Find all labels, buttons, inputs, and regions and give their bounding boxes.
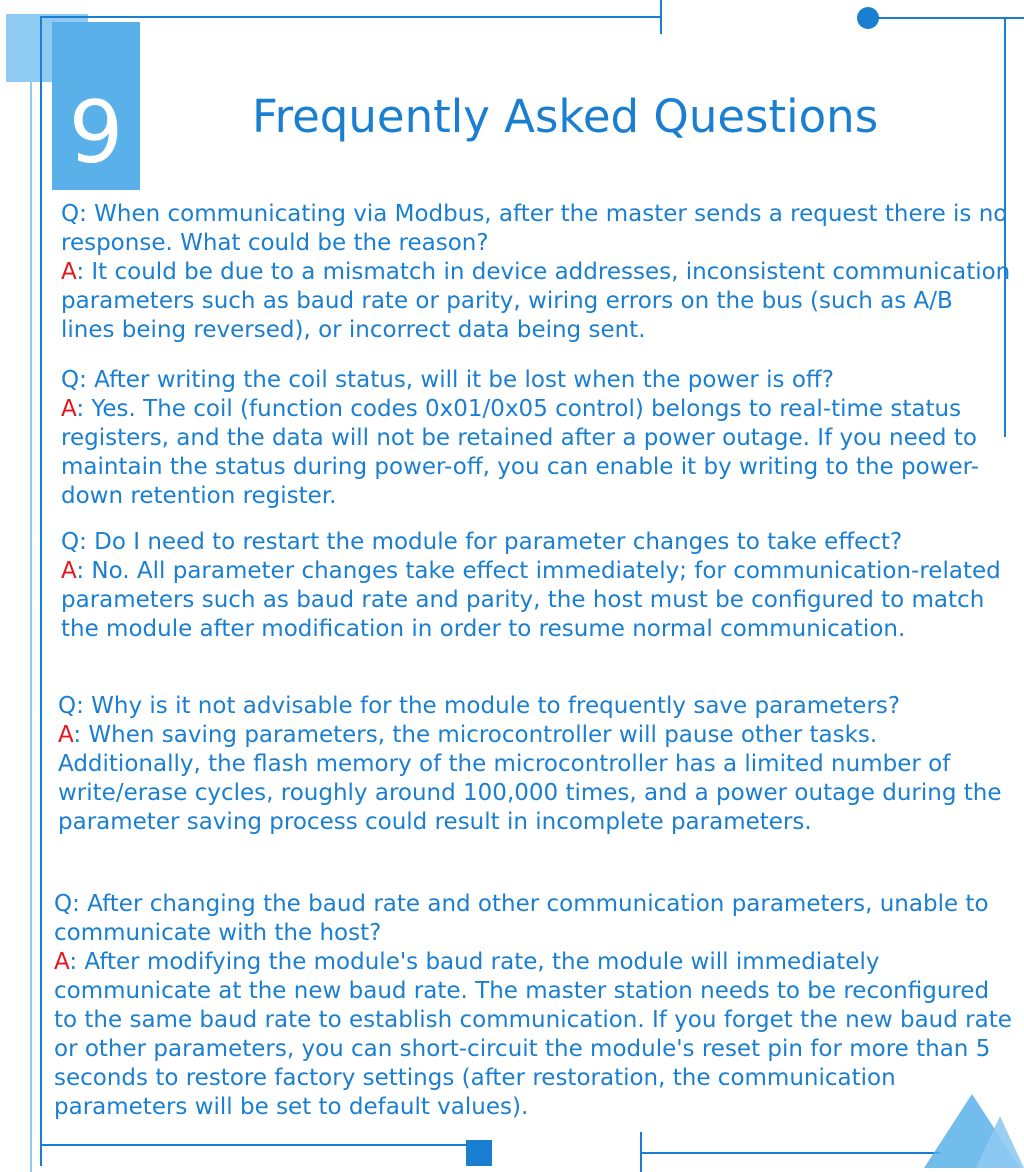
answer-marker: A: [58, 722, 74, 748]
faq-answer-text: : After modifying the module's baud rate, the module will immediately communicate at the new baud rate. The master station needs to be reconfigured to the same baud rate to establish communication. If you forget the new baud rate or other parameters, you can short-circuit the module's reset pin for more than 5 seconds to restore factory settings (after restoration, the communication parameters will be set to default values).: [54, 949, 1012, 1120]
faq-question: Q: Why is it not advisable for the module to frequently save parameters?: [58, 693, 901, 719]
faq-answer: [58, 721, 1013, 837]
faq-answer: [61, 395, 1011, 511]
faq-question: Q: After writing the coil status, will it be lost when the power is off?: [61, 367, 834, 393]
faq-question: Q: Do I need to restart the module for parameter changes to take effect?: [61, 529, 903, 555]
frame-dot-decoration: [857, 7, 879, 29]
frame-top-line: [40, 16, 662, 18]
frame-left-line: [40, 16, 42, 1166]
faq-question: Q: After changing the baud rate and other communication parameters, unable to communicate with the host?: [54, 891, 989, 946]
page-title: Frequently Asked Questions: [252, 90, 879, 143]
faq-answer: [54, 948, 1014, 1122]
faq-answer-text: : No. All parameter changes take effect immediately; for communication-related parameters such as baud rate and parity, the host must be configured to match the module after modification in order to resume normal communication.: [61, 558, 1001, 642]
faq-answer-text: : It could be due to a mismatch in device addresses, inconsistent communication parameters such as baud rate or parity, wiring errors on the bus (such as A/B lines being reversed), or incorrect data being sent.: [61, 259, 1011, 343]
frame-bottom-right-line: [640, 1152, 940, 1154]
faq-answer-text: : Yes. The coil (function codes 0x01/0x05 control) belongs to real-time status registers, and the data will not be retained after a power outage. If you need to maintain the status during power-off, you can enable it by writing to the power-down retention register.: [61, 396, 979, 509]
faq-question: Q: When communicating via Modbus, after the master sends a request there is no response. What could be the reason?: [61, 201, 1008, 256]
faq-answer: [61, 258, 1011, 345]
frame-bottom-square-decoration: [466, 1140, 492, 1166]
answer-marker: A: [54, 949, 70, 975]
faq-answer-text: : When saving parameters, the microcontroller will pause other tasks. Additionally, the flash memory of the microcontroller has a limited number of write/erase cycles, roughly around 100,000 times, and a power outage during the parameter saving process could result in incomplete parameters.: [58, 722, 1002, 835]
answer-marker: A: [61, 396, 77, 422]
faq-item: [54, 890, 1014, 1122]
faq-answer: [61, 557, 1011, 644]
faq-item: [61, 528, 1011, 644]
frame-top-tick: [660, 0, 662, 34]
faq-item: [61, 366, 1011, 511]
answer-marker: A: [61, 558, 77, 584]
frame-bottom-line: [40, 1144, 480, 1146]
faq-item: [61, 200, 1011, 345]
faq-item: [58, 692, 1013, 837]
section-number: 9: [68, 83, 124, 183]
frame-top-right-line: [868, 17, 1024, 19]
section-number-box: [52, 22, 140, 190]
frame-left-inner-line: [30, 70, 32, 1172]
answer-marker: A: [61, 259, 77, 285]
